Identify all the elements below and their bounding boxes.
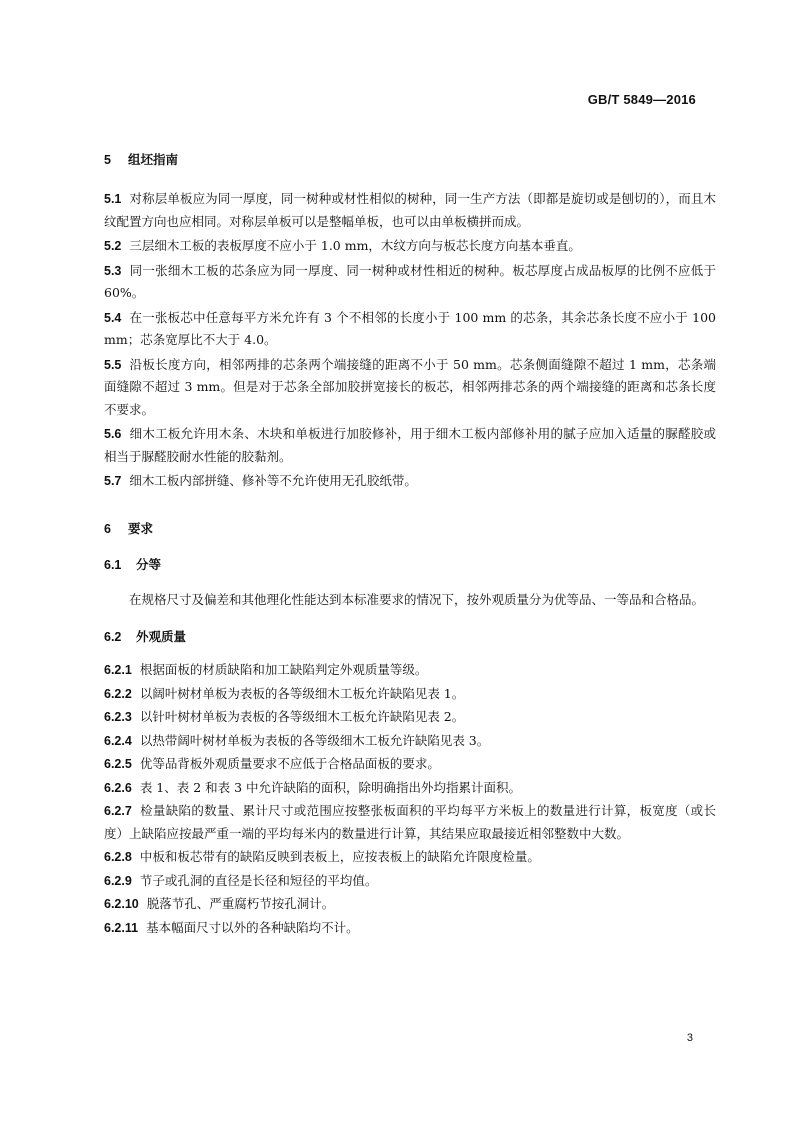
paragraph-number: 5.1 xyxy=(104,192,122,206)
subclause-6-2-items xyxy=(104,659,716,939)
paragraph-5-6 xyxy=(104,423,716,468)
paragraph-6-2-11 xyxy=(104,917,716,940)
paragraph-6-2-4 xyxy=(104,730,716,753)
subclause-number: 6.2 xyxy=(104,630,122,644)
paragraph-6-2-1 xyxy=(104,659,716,682)
paragraph-text: 表 1、表 2 和表 3 中允许缺陷的面积，除明确指出外均指累计面积。 xyxy=(139,779,522,795)
paragraph-number: 6.2.3 xyxy=(104,710,132,724)
paragraph-6-2-5 xyxy=(104,753,716,776)
clause-title: 组坯指南 xyxy=(128,152,179,167)
paragraph-6-1-text: 在规格尺寸及偏差和其他理化性能达到本标准要求的情况下，按外观质量分为优等品、一等品和合格品。 xyxy=(129,591,705,607)
paragraph-number: 5.4 xyxy=(104,310,122,325)
paragraph-text: 节子或孔洞的直径是长径和短径的平均值。 xyxy=(139,872,378,888)
paragraph-5-2 xyxy=(104,235,716,258)
paragraph-number: 5.3 xyxy=(104,263,122,278)
paragraph-6-2-9 xyxy=(104,870,716,893)
paragraph-text: 脱落节孔、严重腐朽节按孔洞计。 xyxy=(146,896,335,911)
paragraph-text: 以热带阔叶树材单板为表板的各等级细木工板允许缺陷见表 3。 xyxy=(139,732,490,748)
paragraph-text: 在一张板芯中任意每平方米允许有 3 个不相邻的长度小于 100 mm 的芯条，其余芯条长度不应小于 100 mm；芯条宽厚比不大于 4.0。 xyxy=(104,309,716,347)
clause-5-items xyxy=(104,188,716,493)
document-code: GB/T 5849—2016 xyxy=(587,92,696,107)
paragraph-text: 优等品背板外观质量要求不应低于合格品面板的要求。 xyxy=(139,756,440,771)
clause-number: 6 xyxy=(104,521,111,536)
paragraph-number: 6.2.7 xyxy=(104,804,132,818)
paragraph-number: 6.2.10 xyxy=(104,897,139,911)
paragraph-number: 5.2 xyxy=(104,239,122,253)
paragraph-text: 以针叶树材单板为表板的各等级细木工板允许缺陷见表 2。 xyxy=(139,709,465,724)
subclause-title: 分等 xyxy=(136,556,162,572)
paragraph-number: 6.2.4 xyxy=(104,733,132,748)
paragraph-number: 6.2.11 xyxy=(104,920,139,935)
paragraph-number: 5.7 xyxy=(104,474,122,488)
paragraph-5-3 xyxy=(104,260,716,305)
subclause-title: 外观质量 xyxy=(136,629,187,644)
paragraph-text: 中板和板芯带有的缺陷反映到表板上，应按表板上的缺陷允许限度检量。 xyxy=(139,849,540,864)
clause-number: 5 xyxy=(104,153,111,167)
paragraph-5-5 xyxy=(104,354,716,422)
paragraph-text: 细木工板内部拼缝、修补等不允许使用无孔胶纸带。 xyxy=(129,473,417,488)
paragraph-text: 细木工板允许用木条、木块和单板进行加胶修补，用于细木工板内部修补用的腻子应加入适量的脲醛胶或相当于脲醛胶耐水性能的胶黏剂。 xyxy=(104,426,716,464)
paragraph-number: 6.2.9 xyxy=(104,873,132,888)
clause-title: 要求 xyxy=(128,520,154,536)
paragraph-6-2-2 xyxy=(104,683,716,706)
paragraph-number: 6.2.1 xyxy=(104,663,132,677)
paragraph-text: 对称层单板应为同一厚度，同一树种或材性相似的树种，同一生产方法（即都是旋切或是刨切的），而且木纹配置方向也应相同。对称层单板可以是整幅单板，也可以由单板横拼而成。 xyxy=(104,191,716,229)
subclause-6-1-heading xyxy=(104,555,716,575)
paragraph-text: 同一张细木工板的芯条应为同一厚度、同一树种或材性相近的树种。板芯厚度占成品板厚的比例不应低于 60%。 xyxy=(104,262,716,300)
paragraph-6-2-10 xyxy=(104,893,716,916)
subclause-6-2-heading xyxy=(104,627,716,647)
paragraph-text: 沿板长度方向，相邻两排的芯条两个端接缝的距离不小于 50 mm。芯条侧面缝隙不超过 1 mm，芯条端面缝隙不超过 3 mm。但是对于芯条全部加胶拼宽接长的板芯，相邻两排芯条的两个端接缝的距离和芯条长度不要求。 xyxy=(104,356,716,417)
page-number: 3 xyxy=(686,1032,693,1044)
paragraph-text: 基本幅面尺寸以外的各种缺陷均不计。 xyxy=(146,919,359,935)
paragraph-6-2-7 xyxy=(104,800,716,845)
paragraph-text: 三层细木工板的表板厚度不应小于 1.0 mm，木纹方向与板芯长度方向基本垂直。 xyxy=(129,238,581,253)
paragraph-6-2-6 xyxy=(104,777,716,800)
paragraph-number: 6.2.2 xyxy=(104,686,132,701)
paragraph-text: 检量缺陷的数量、累计尺寸或范围应按整张板面积的平均每平方米板上的数量进行计算，板宽度（或长度）上缺陷应按最严重一端的平均每米内的数量进行计算，其结果应取最接近相邻整数中大数。 xyxy=(104,803,716,841)
paragraph-5-4 xyxy=(104,307,716,352)
page-body xyxy=(104,150,716,939)
paragraph-number: 5.5 xyxy=(104,357,122,372)
paragraph-6-2-3 xyxy=(104,706,716,729)
paragraph-5-1 xyxy=(104,188,716,233)
clause-5-heading xyxy=(104,150,716,170)
paragraph-5-7 xyxy=(104,470,716,493)
paragraph-number: 6.2.5 xyxy=(104,757,132,771)
paragraph-number: 5.6 xyxy=(104,427,122,441)
paragraph-number: 6.2.8 xyxy=(104,850,132,864)
paragraph-6-2-8 xyxy=(104,846,716,869)
paragraph-text: 根据面板的材质缺陷和加工缺陷判定外观质量等级。 xyxy=(139,662,428,677)
paragraph-text: 以阔叶树材单板为表板的各等级细木工板允许缺陷见表 1。 xyxy=(139,685,465,701)
paragraph-number: 6.2.6 xyxy=(104,780,132,795)
clause-6-heading xyxy=(104,519,716,539)
subclause-number: 6.1 xyxy=(104,557,122,572)
